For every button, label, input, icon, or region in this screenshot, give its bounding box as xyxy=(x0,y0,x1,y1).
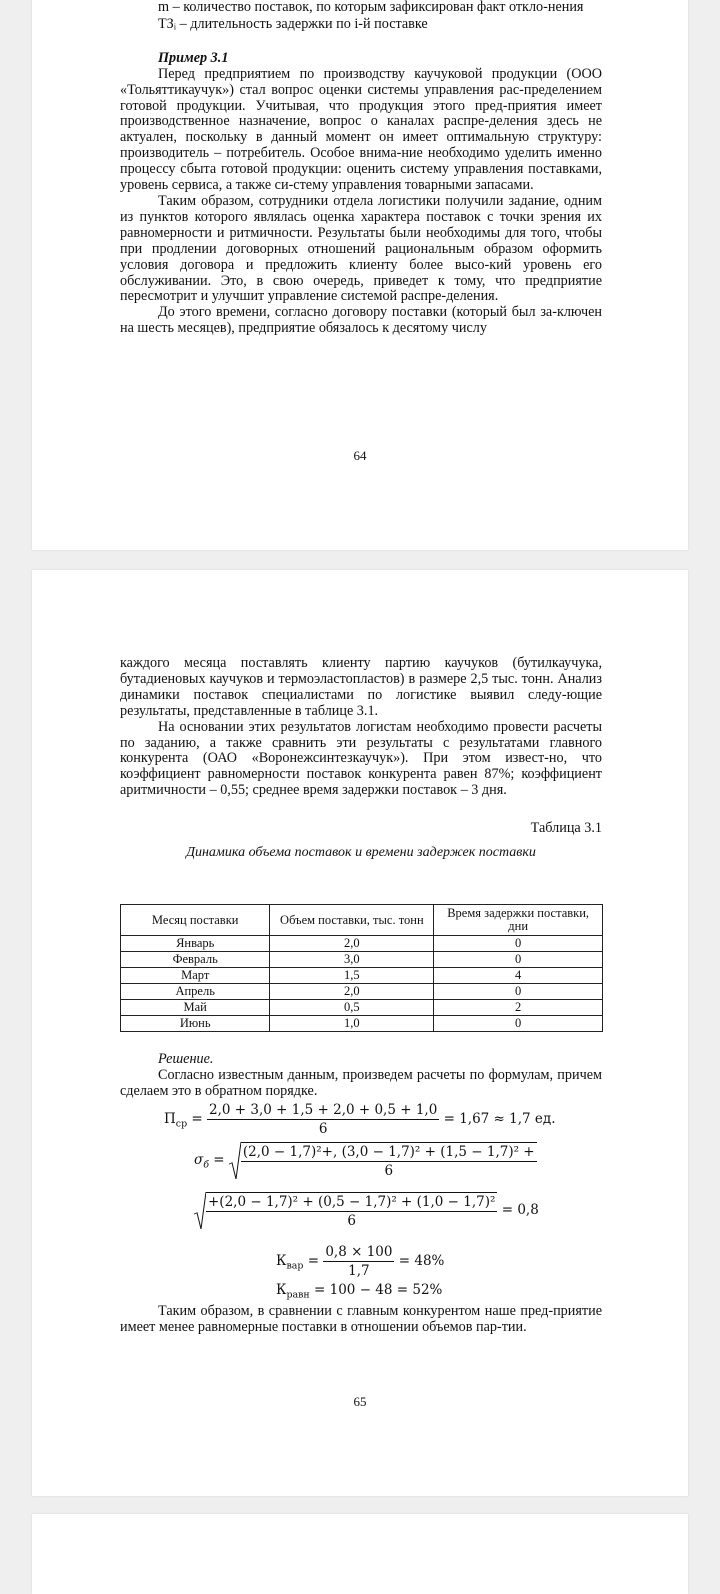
example-paragraph-3: До этого времени, согласно договору поставки (который был за-ключен на шесть месяцев), предприятие обязалось к десятому числу xyxy=(120,304,602,337)
formula-result: = 100 − 48 = 52% xyxy=(314,1282,443,1298)
cell-delay: 4 xyxy=(434,968,603,984)
page-65 xyxy=(32,570,688,1496)
header-volume: Объем поставки, тыс. тонн xyxy=(270,905,434,936)
table-row xyxy=(121,1016,603,1032)
table-row xyxy=(121,984,603,1000)
radical-sign-icon xyxy=(194,1192,206,1229)
cell-volume: 3,0 xyxy=(270,952,434,968)
formula-symbol: К xyxy=(276,1253,287,1269)
conclusion-paragraph: Таким образом, в сравнении с главным конкурентом наше пред-приятие имеет менее равномерные поставки в отношении объемов пар-тии. xyxy=(120,1303,602,1335)
formula-fraction xyxy=(206,1194,497,1229)
page-64-text xyxy=(120,0,602,337)
cell-month: Июнь xyxy=(121,1016,270,1032)
page-64 xyxy=(32,0,688,550)
fraction-denominator: 6 xyxy=(347,1213,357,1229)
cell-volume: 1,0 xyxy=(270,1016,434,1032)
page-65-text xyxy=(120,656,602,861)
definition-m: m – количество поставок, по которым зафиксирован факт откло-нения xyxy=(158,0,584,15)
cell-volume: 2,0 xyxy=(270,984,434,1000)
cell-delay: 0 xyxy=(434,936,603,952)
fraction-numerator: (2,0 − 1,7)²+, (3,0 − 1,7)² + (1,5 − 1,7)² + xyxy=(242,1144,535,1160)
cell-month: Май xyxy=(121,1000,270,1016)
solution-block xyxy=(120,1052,602,1100)
table-row xyxy=(121,952,603,968)
formula-sigma-continued xyxy=(194,1192,539,1229)
solution-paragraph: Согласно известным данным, произведем расчеты по формулам, причем сделаем это в обратном порядке. xyxy=(120,1066,602,1099)
formula-variation-coefficient: $К_{вар}$ = $\frac{0,8 \times 100}{1,7}$ = 48% xyxy=(276,1244,445,1279)
page-number: 65 xyxy=(353,1394,367,1409)
formula-symbol: σ xyxy=(194,1152,204,1168)
table-row xyxy=(121,968,603,984)
formula-subscript: ср xyxy=(175,1118,188,1130)
fraction-denominator: 6 xyxy=(384,1163,394,1179)
fraction-numerator: 2,0 + 3,0 + 1,5 + 2,0 + 0,5 + 1,0 xyxy=(209,1102,438,1118)
fraction-denominator: 6 xyxy=(318,1121,328,1137)
square-root xyxy=(229,1142,537,1179)
formula-sigma: $\sigma_б$ = $\frac{\text{(2,0 − 1,7)²+, (3,0 − 1,7)² + (1,5 − 1,7)² +}}{6}$ xyxy=(194,1144,535,1179)
square-root xyxy=(194,1192,497,1229)
table-row xyxy=(121,936,603,952)
solution-heading: Решение. xyxy=(158,1051,214,1067)
formula-average-volume: $П_{ср}$ = $\frac{2,0 + 3,0 + 1,5 + 2,0 + 0,5 + 1,0}{6}$ = 1,67 ≈ 1,7 ед. xyxy=(164,1102,556,1137)
fraction-numerator: 0,8 × 100 xyxy=(325,1244,393,1260)
header-delay: Время задержки поставки, дни xyxy=(434,905,603,936)
formula-result: = 1,67 ≈ 1,7 ед. xyxy=(443,1111,556,1127)
cell-volume: 0,5 xyxy=(270,1000,434,1016)
formula-subscript: вар xyxy=(286,1260,304,1272)
formula-symbol: П xyxy=(164,1111,176,1127)
table-title: Динамика объема поставок и времени задержек поставки xyxy=(186,845,536,861)
formula-fraction xyxy=(241,1144,537,1179)
table-row xyxy=(121,1000,603,1016)
task-paragraph: На основании этих результатов логистам необходимо провести расчеты по заданию, а также сравнить эти результаты с результатами главного конкурента (ОАО «Воронежсинтезкаучук»). При этом извест-но, что коэффициент равномерности поставок конкурента равен 87%; коэффициент аритмичности – 0,55; среднее время задержки поставок – 3 дня. xyxy=(120,718,602,799)
formula-fraction xyxy=(323,1244,394,1279)
formula-subscript: равн xyxy=(286,1289,310,1301)
cell-delay: 0 xyxy=(434,1016,603,1032)
deliveries-table xyxy=(120,904,603,1032)
cell-delay: 0 xyxy=(434,952,603,968)
cell-delay: 2 xyxy=(434,1000,603,1016)
page-number: 64 xyxy=(353,448,367,463)
cell-delay: 0 xyxy=(434,984,603,1000)
cell-month: Февраль xyxy=(121,952,270,968)
formula-result: = 48% xyxy=(398,1253,445,1269)
fraction-denominator: 1,7 xyxy=(348,1263,370,1279)
table-caption: Таблица 3.1 xyxy=(530,820,602,837)
example-heading: Пример 3.1 xyxy=(158,49,229,66)
formula-fraction xyxy=(207,1102,439,1137)
cell-month: Апрель xyxy=(121,984,270,1000)
example-paragraph-2: Таким образом, сотрудники отдела логистики получили задание, одним из пунктов которого являлась оценка характера поставок с точки зрения их равномерности и ритмичности. Результаты были необходимы для того, чтобы при продлении договорных отношений рациональным образом оформить условия договора и предложить клиенту более высо-кий уровень его обслуживании. Это, в свою очередь, приведет к тому, что предприятие пересмотрит и улучшит управление системой распре-деления. xyxy=(120,192,602,305)
continuation-paragraph: каждого месяца поставлять клиенту партию каучуков (бутилкаучука, бутадиеновых каучуков и термоэластопластов) в размере 2,5 тыс. тонн. Анализ динамики поставок специалистами по логистике выявил следу-ющие результаты, представленные в таблице 3.1. xyxy=(120,655,602,719)
conclusion-block xyxy=(120,1304,602,1336)
definition-tz: ТЗᵢ – длительность задержки по i-й поставке xyxy=(158,15,428,32)
formula-result: = 0,8 xyxy=(501,1202,539,1218)
formula-subscript: б xyxy=(203,1159,209,1171)
formula-symbol: К xyxy=(276,1282,287,1298)
next-page xyxy=(32,1514,688,1594)
radical-sign-icon xyxy=(229,1142,241,1179)
cell-month: Март xyxy=(121,968,270,984)
table-header-row xyxy=(121,905,603,936)
header-month: Месяц поставки xyxy=(121,905,270,936)
fraction-numerator: +(2,0 − 1,7)² + (0,5 − 1,7)² + (1,0 − 1,7)² xyxy=(208,1194,496,1210)
cell-volume: 1,5 xyxy=(270,968,434,984)
formula-uniformity-coefficient xyxy=(276,1282,442,1301)
cell-volume: 2,0 xyxy=(270,936,434,952)
example-paragraph-1: Перед предприятием по производству каучуковой продукции (ООО «Тольяттикаучук») стал вопрос оценки системы управления рас-пределением готовой продукции. Учитывая, что продукция этого пред-приятия имеет производственное назначение, вопрос о каналах распре-деления здесь не актуален, поскольку в данный момент он имеет оптимальную структуру: производитель – потребитель. Особое внима-ние необходимо уделить именно процессу сбыта готовой продукции: оценить систему управления поставками, уровень сервиса, а также си-стему управления товарными запасами. xyxy=(120,65,602,194)
cell-month: Январь xyxy=(121,936,270,952)
